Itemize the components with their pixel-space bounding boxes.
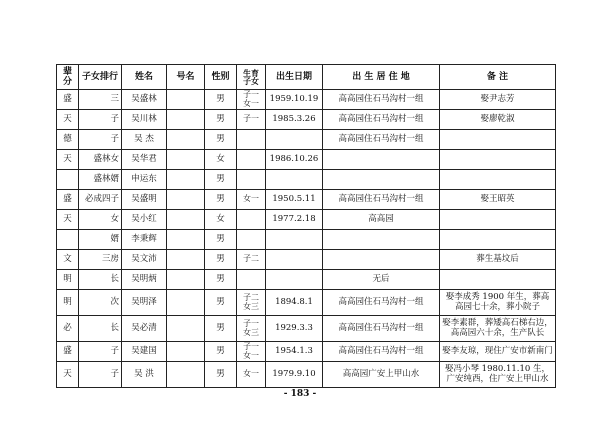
name-cell: 吴明泽 [122, 290, 167, 316]
notes-cell [440, 130, 556, 150]
children-entry: 女一 [243, 98, 259, 108]
birth-date-cell: 1954.1.3 [266, 342, 323, 362]
children-cell [237, 362, 266, 388]
children-entry: 女三 [243, 327, 259, 337]
children-cell [237, 90, 266, 110]
birth-date-cell: 1950.5.11 [266, 190, 323, 210]
courtesy-name-cell [167, 342, 205, 362]
notes-cell [440, 210, 556, 230]
residence-cell: 高高园住石马沟村一组 [323, 110, 440, 130]
name-cell: 吴川林 [122, 110, 167, 130]
birth-date-cell [266, 230, 323, 250]
notes-cell: 娶尹志芳 [440, 90, 556, 110]
courtesy-name-cell [167, 90, 205, 110]
birth-date-cell: 1979.9.10 [266, 362, 323, 388]
gender-cell: 女 [205, 150, 237, 170]
courtesy-name-cell [167, 130, 205, 150]
gender-cell: 男 [205, 290, 237, 316]
name-cell: 申运东 [122, 170, 167, 190]
courtesy-name-cell [167, 250, 205, 270]
children-cell [237, 110, 266, 130]
generation-cell: 必 [57, 316, 79, 342]
table-row [57, 150, 556, 170]
generation-cell: 天 [57, 210, 79, 230]
children-entry: 女一 [243, 194, 259, 204]
name-cell: 吴 杰 [122, 130, 167, 150]
name-cell: 吴华君 [122, 150, 167, 170]
header-gender: 性别 [205, 65, 237, 90]
generation-cell: 文 [57, 250, 79, 270]
gender-cell: 男 [205, 110, 237, 130]
birth-order-cell: 三房 [79, 250, 122, 270]
children-cell [237, 342, 266, 362]
header-generation: 辈分 [57, 65, 79, 90]
courtesy-name-cell [167, 362, 205, 388]
birth-date-cell [266, 130, 323, 150]
courtesy-name-cell [167, 170, 205, 190]
children-entry: 子一 [243, 342, 259, 352]
children-cell [237, 230, 266, 250]
notes-cell: 葬生基坟后 [440, 250, 556, 270]
generation-cell: 德 [57, 130, 79, 150]
generation-cell [57, 170, 79, 190]
children-entry: 女一 [243, 369, 259, 379]
children-entry: 子一 [243, 114, 259, 124]
header-children [237, 65, 266, 90]
residence-cell: 高高园住石马沟村一组 [323, 290, 440, 316]
children-entry: 女一 [243, 350, 259, 360]
children-entry: 子一 [243, 90, 259, 100]
generation-cell: 明 [57, 290, 79, 316]
notes-cell [440, 230, 556, 250]
birth-order-cell: 次 [79, 290, 122, 316]
header-children-line2: 子女 [243, 76, 259, 86]
header-name: 姓名 [122, 65, 167, 90]
courtesy-name-cell [167, 270, 205, 290]
table-row [57, 170, 556, 190]
notes-cell: 娶李友琼，现住广安市新南门 [440, 342, 556, 362]
children-cell [237, 270, 266, 290]
residence-cell: 高高园广安上甲山水 [323, 362, 440, 388]
birth-date-cell: 1986.10.26 [266, 150, 323, 170]
table-row [57, 342, 556, 362]
birth-date-cell: 1929.3.3 [266, 316, 323, 342]
birth-date-cell [266, 170, 323, 190]
notes-cell [440, 170, 556, 190]
children-cell [237, 316, 266, 342]
residence-cell: 高高园住石马沟村一组 [323, 90, 440, 110]
birth-date-cell: 1977.2.18 [266, 210, 323, 230]
birth-order-cell: 三 [79, 90, 122, 110]
generation-cell [57, 230, 79, 250]
table-body [57, 90, 556, 388]
name-cell: 吴必清 [122, 316, 167, 342]
table-row [57, 250, 556, 270]
header-notes: 备 注 [440, 65, 556, 90]
generation-cell: 明 [57, 270, 79, 290]
birth-order-cell: 婿 [79, 230, 122, 250]
children-entry: 女三 [243, 301, 259, 311]
birth-order-cell: 子 [79, 130, 122, 150]
table-row [57, 362, 556, 388]
birth-order-cell: 必成四子 [79, 190, 122, 210]
name-cell: 吴小红 [122, 210, 167, 230]
children-entry: 子一 [243, 319, 259, 329]
children-cell [237, 290, 266, 316]
children-cell [237, 170, 266, 190]
table-row [57, 90, 556, 110]
table-row [57, 130, 556, 150]
name-cell: 吴盛明 [122, 190, 167, 210]
generation-cell: 天 [57, 362, 79, 388]
birth-order-cell: 子 [79, 110, 122, 130]
children-cell [237, 250, 266, 270]
notes-cell: 娶李成秀 1900 年生，葬高高园七十余，葬小院子 [440, 290, 556, 316]
table-row [57, 190, 556, 210]
table-row [57, 290, 556, 316]
courtesy-name-cell [167, 150, 205, 170]
birth-order-cell: 子 [79, 362, 122, 388]
residence-cell: 高高园住石马沟村一组 [323, 190, 440, 210]
birth-order-cell: 子 [79, 342, 122, 362]
birth-order-cell: 长 [79, 270, 122, 290]
generation-cell: 天 [57, 110, 79, 130]
notes-cell [440, 270, 556, 290]
children-entry: 子二 [243, 293, 259, 303]
generation-cell: 天 [57, 150, 79, 170]
children-cell [237, 130, 266, 150]
gender-cell: 女 [205, 210, 237, 230]
residence-cell [323, 150, 440, 170]
name-cell: 李秉辉 [122, 230, 167, 250]
courtesy-name-cell [167, 190, 205, 210]
birth-order-cell: 盛林女 [79, 150, 122, 170]
residence-cell: 无后 [323, 270, 440, 290]
table-row [57, 210, 556, 230]
children-cell [237, 190, 266, 210]
residence-cell: 高高园 [323, 210, 440, 230]
generation-cell: 盛 [57, 90, 79, 110]
name-cell: 吴盛林 [122, 90, 167, 110]
gender-cell: 男 [205, 230, 237, 250]
notes-cell: 娶李素群，葬矮高石梯右边，高高园六十余，生产队长 [440, 316, 556, 342]
page-number: - 183 - [283, 389, 317, 399]
notes-cell: 娶冯小琴 1980.11.10 生，广安纯西，住广安上甲山水 [440, 362, 556, 388]
residence-cell [323, 250, 440, 270]
birth-date-cell: 1985.3.26 [266, 110, 323, 130]
header-children-line1: 生育 [243, 67, 259, 78]
notes-cell: 娶廖乾淑 [440, 110, 556, 130]
gender-cell: 男 [205, 270, 237, 290]
header-row [57, 65, 556, 90]
header-birth-date: 出生日期 [266, 65, 323, 90]
generation-cell: 盛 [57, 190, 79, 210]
gender-cell: 男 [205, 190, 237, 210]
children-cell [237, 150, 266, 170]
name-cell: 吴明炳 [122, 270, 167, 290]
name-cell: 吴文沛 [122, 250, 167, 270]
name-cell: 吴建国 [122, 342, 167, 362]
gender-cell: 男 [205, 316, 237, 342]
children-cell [237, 210, 266, 230]
notes-cell [440, 150, 556, 170]
courtesy-name-cell [167, 210, 205, 230]
table-row [57, 270, 556, 290]
table-row [57, 110, 556, 130]
courtesy-name-cell [167, 290, 205, 316]
header-residence: 出 生 居 住 地 [323, 65, 440, 90]
residence-cell [323, 170, 440, 190]
residence-cell: 高高园住石马沟村一组 [323, 316, 440, 342]
name-cell: 吴 洪 [122, 362, 167, 388]
residence-cell [323, 230, 440, 250]
header-courtesy-name: 号名 [167, 65, 205, 90]
gender-cell: 男 [205, 362, 237, 388]
notes-cell: 娶王昭英 [440, 190, 556, 210]
residence-cell: 高高园住石马沟村一组 [323, 130, 440, 150]
birth-order-cell: 女 [79, 210, 122, 230]
gender-cell: 男 [205, 130, 237, 150]
courtesy-name-cell [167, 230, 205, 250]
table-row [57, 316, 556, 342]
birth-date-cell [266, 250, 323, 270]
genealogy-table [56, 64, 556, 388]
children-entry: 子二 [243, 254, 259, 264]
residence-cell: 高高园住石马沟村一组 [323, 342, 440, 362]
table-row [57, 230, 556, 250]
generation-cell: 盛 [57, 342, 79, 362]
courtesy-name-cell [167, 316, 205, 342]
courtesy-name-cell [167, 110, 205, 130]
birth-order-cell: 长 [79, 316, 122, 342]
gender-cell: 男 [205, 90, 237, 110]
birth-date-cell: 1959.10.19 [266, 90, 323, 110]
birth-order-cell: 盛林婿 [79, 170, 122, 190]
gender-cell: 男 [205, 170, 237, 190]
gender-cell: 男 [205, 250, 237, 270]
gender-cell: 男 [205, 342, 237, 362]
birth-date-cell: 1894.8.1 [266, 290, 323, 316]
header-birth-order: 子女排行 [79, 65, 122, 90]
birth-date-cell [266, 270, 323, 290]
